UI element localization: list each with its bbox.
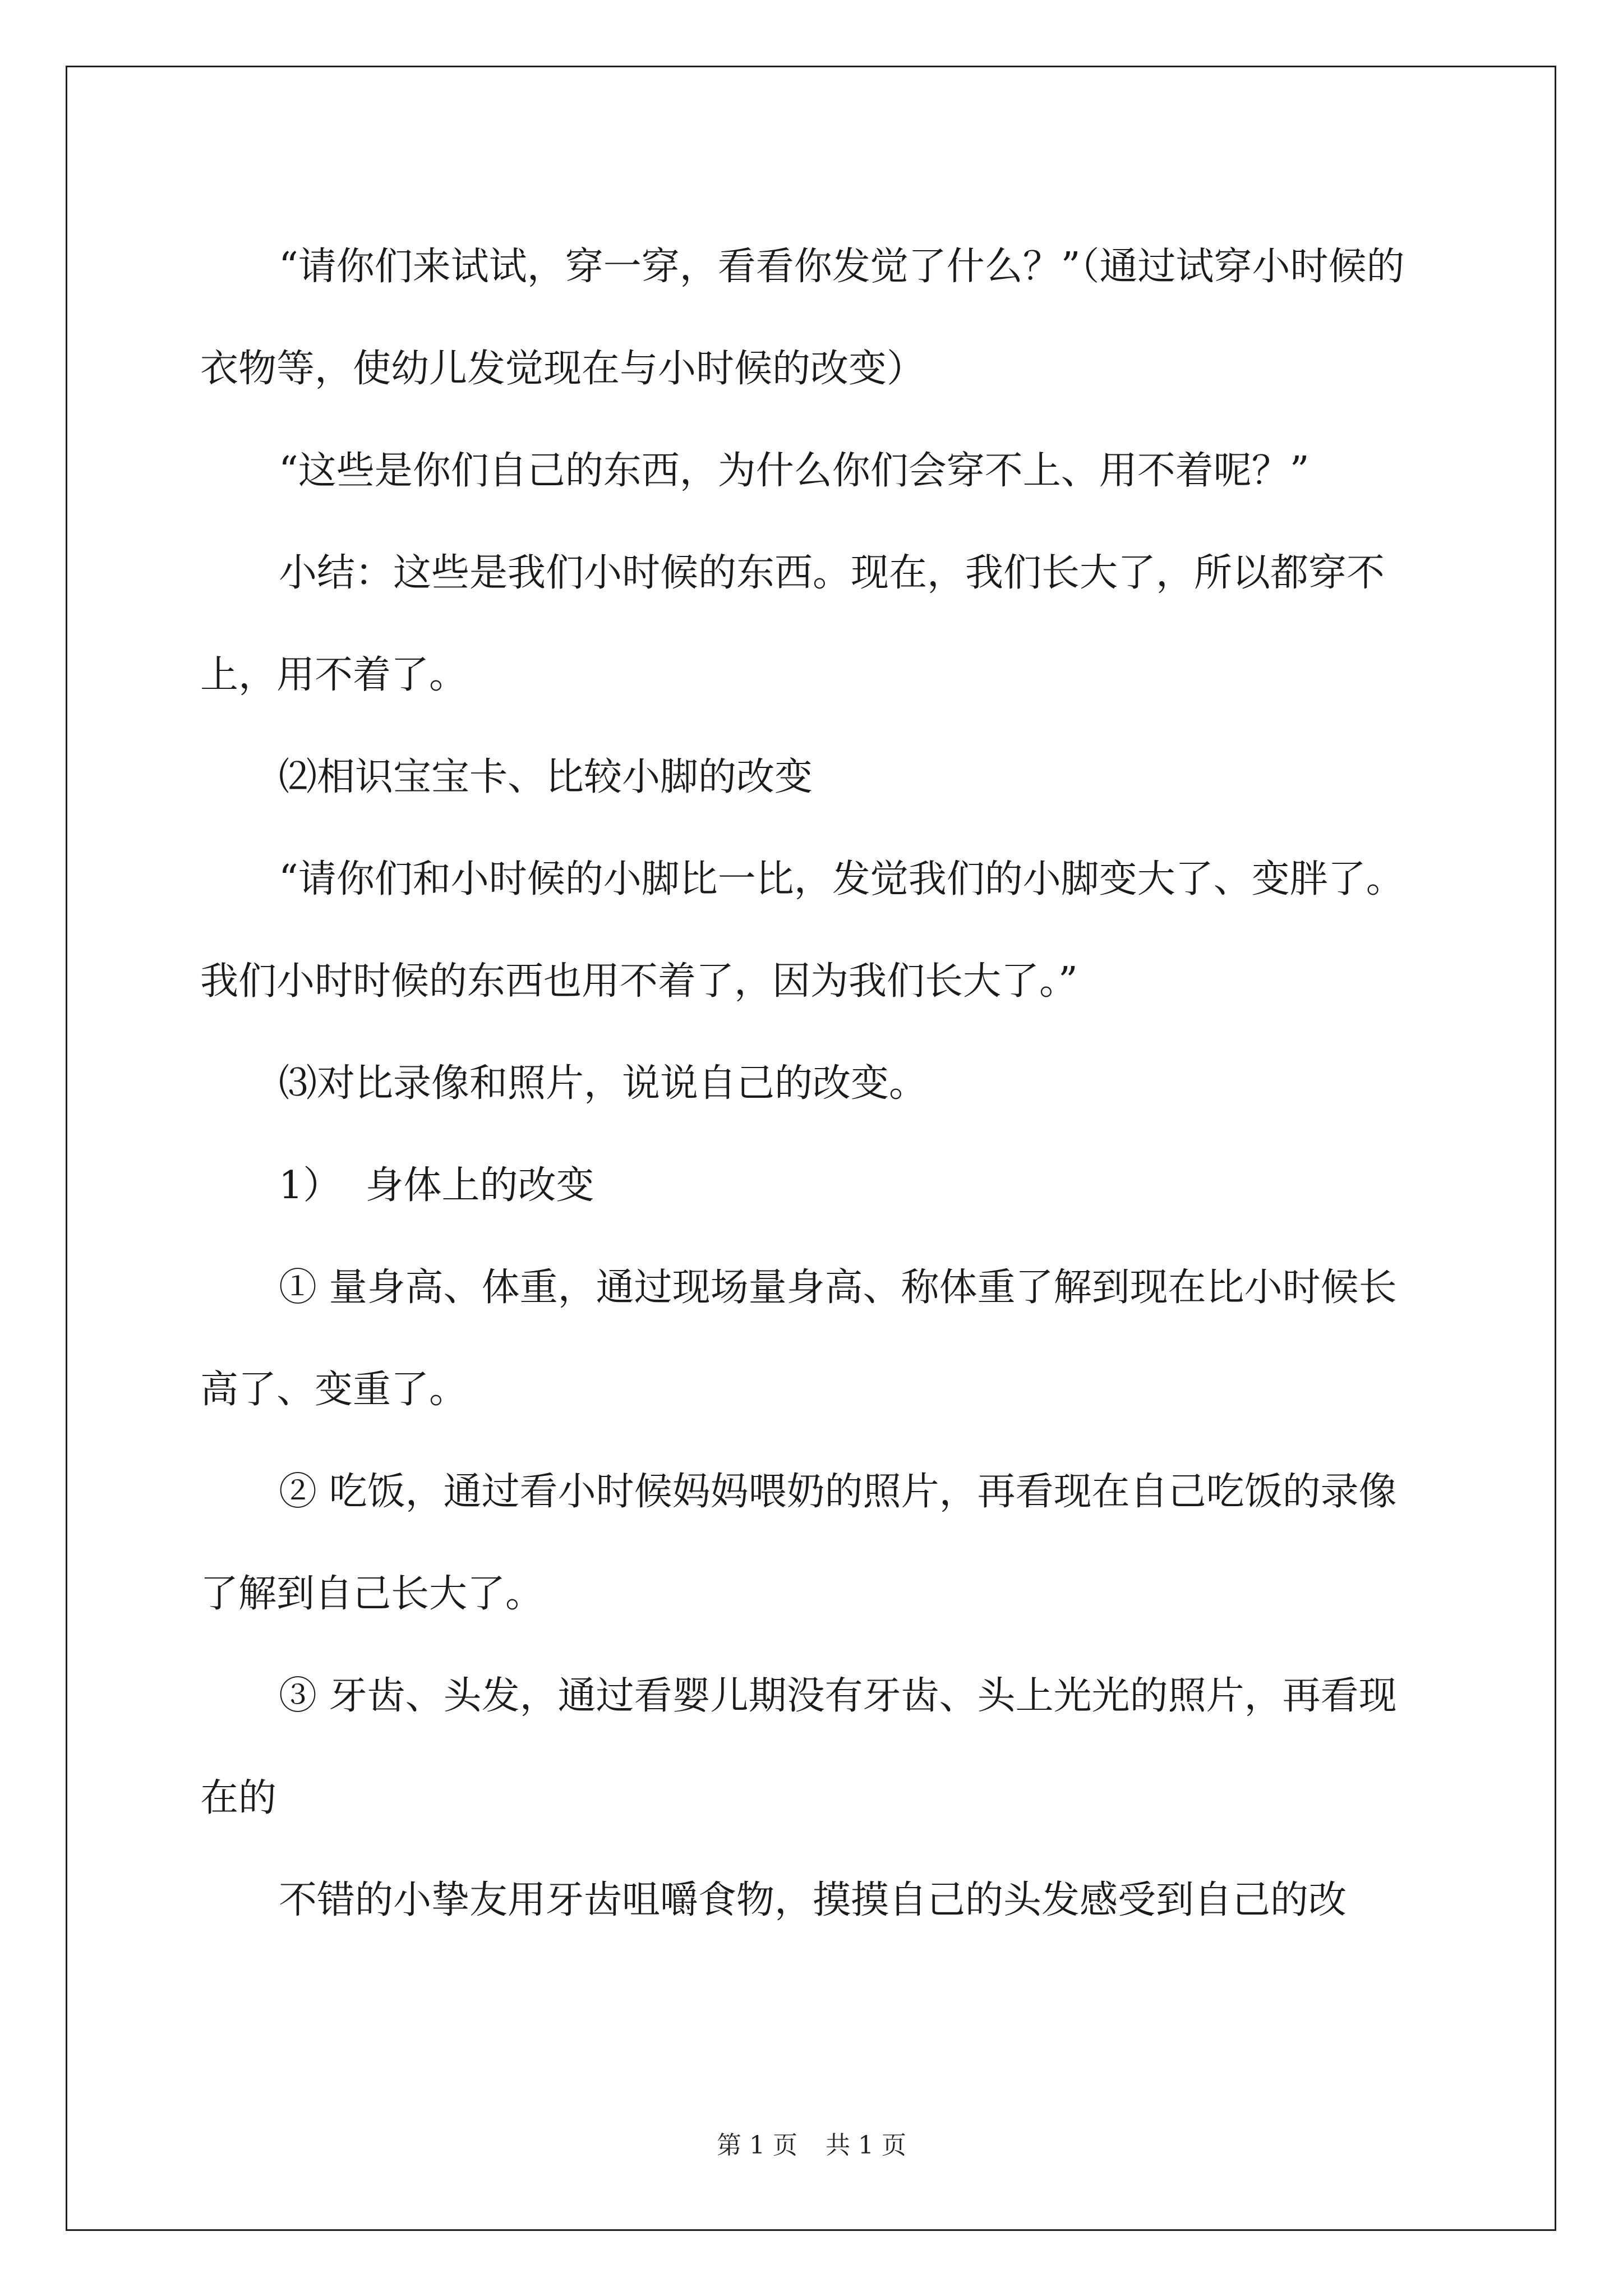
page-footer (0, 2129, 1623, 2162)
paragraph-2: “这些是你们自己的东西，为什么你们会穿不上、用不着呢？” (279, 449, 1310, 493)
paragraph-8: ① 量身高、体重，通过现场量身高、称体重了解到现在比小时候长高了、变重了。 (200, 1266, 1397, 1412)
paragraph-6: ⑶对比录像和照片，说说自己的改变。 (279, 1061, 928, 1106)
document-body (200, 216, 1434, 1952)
paragraph-9: ② 吃饭，通过看小时候妈妈喂奶的照片，再看现在自己吃饭的录像了解到自己长大了。 (200, 1470, 1397, 1616)
page-number-total: 共 1 页 (826, 2131, 906, 2160)
paragraph-5: “请你们和小时候的小脚比一比，发觉我们的小脚变大了、变胖了。我们小时时候的东西也用不着了，因为我们长大了。” (200, 857, 1404, 1004)
paragraph-10: ③ 牙齿、头发，通过看婴儿期没有牙齿、头上光光的照片，再看现在的 (200, 1674, 1397, 1820)
page-number-current: 第 1 页 (717, 2131, 797, 2160)
paragraph-11: 不错的小挚友用牙齿咀嚼食物，摸摸自己的头发感受到自己的改 (279, 1878, 1347, 1922)
paragraph-7: 1） 身体上的改变 (279, 1163, 594, 1208)
paragraph-1: “请你们来试试，穿一穿，看看你发觉了什么？”（通过试穿小时候的衣物等，使幼儿发觉现在与小时候的改变） (200, 245, 1405, 391)
paragraph-3: 小结：这些是我们小时候的东西。现在，我们长大了，所以都穿不上，用不着了。 (200, 551, 1385, 697)
paragraph-4: ⑵相识宝宝卡、比较小脚的改变 (279, 755, 813, 799)
